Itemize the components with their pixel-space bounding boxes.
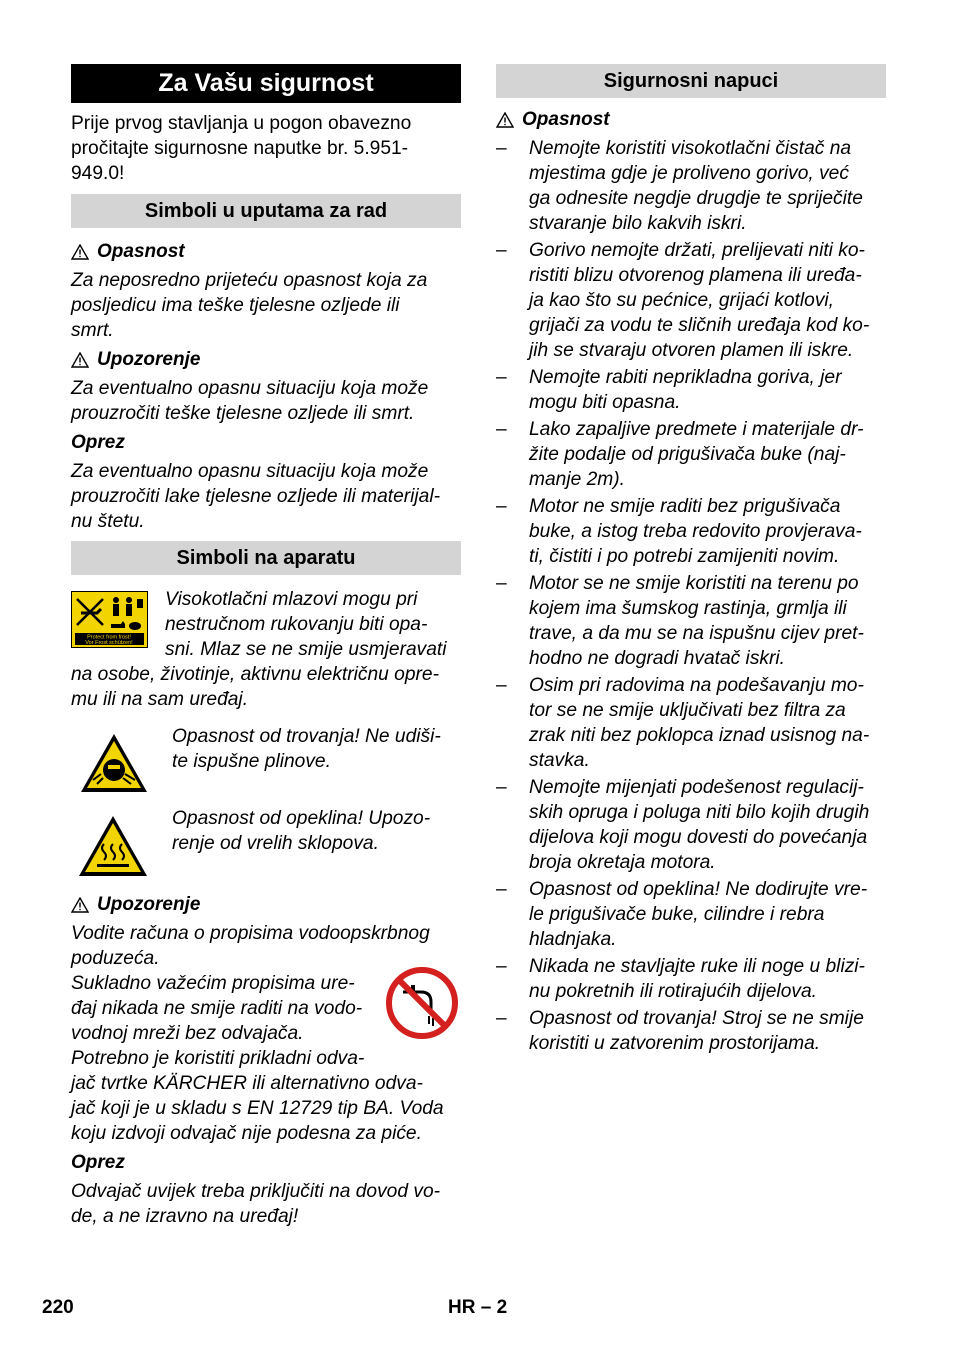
text-line: Nikada ne stavljajte ruke ili noge u blizi-	[529, 956, 865, 977]
text-line: hladnjaka.	[529, 929, 617, 950]
text-line: renje od vrelih sklopova.	[172, 833, 379, 854]
text-line: đaj nikada ne smije raditi na vodo-	[71, 998, 363, 1019]
list-dash: –	[496, 1008, 507, 1029]
warning-description	[71, 376, 461, 426]
caution-description	[71, 459, 461, 534]
list-item	[496, 877, 886, 952]
text-line: kojem ima šumskog rastinja, grmlja ili	[529, 598, 847, 619]
danger-description	[71, 268, 461, 343]
text-line: Odvajač uvijek treba priključiti na dovod vo-	[71, 1181, 441, 1202]
list-dash: –	[496, 675, 507, 696]
text-line: vodnoj mreži bez odvajača.	[71, 1023, 304, 1044]
list-item	[496, 1006, 886, 1056]
text-line: trave, a da mu se na ispušnu cijev pret-	[529, 623, 864, 644]
text-line: prouzročiti lake tjelesne ozljede ili materijal-	[71, 486, 440, 507]
list-item	[496, 417, 886, 492]
text-line: posljedicu ima teške tjelesne ozljede ili	[71, 295, 400, 316]
text-line: tor se ne smije uključivati bez filtra za	[529, 700, 846, 721]
section-heading-device-symbols: Simboli na aparatu	[71, 541, 461, 575]
safety-list	[496, 136, 886, 1056]
text-line: koju izdvoji odvajač nije podesna za piće.	[71, 1123, 422, 1144]
text-line: Nemojte mijenjati podešenost regulacij-	[529, 777, 864, 798]
text-line: ti, čistiti i po potrebi zamijeniti novim.	[529, 546, 840, 567]
text-line: de, a ne izravno na uređaj!	[71, 1206, 299, 1227]
text-line: mogu biti opasna.	[529, 392, 681, 413]
list-item	[496, 673, 886, 773]
section-heading-manual-symbols: Simboli u uputama za rad	[71, 194, 461, 228]
text-line: Nemojte koristiti visokotlačni čistač na	[529, 138, 852, 159]
text-line: žite podalje od prigušivača buke (naj-	[529, 444, 846, 465]
text-line: Nemojte rabiti neprikladna goriva, jer	[529, 367, 842, 388]
page-label: HR – 2	[448, 1297, 508, 1318]
text-line: Motor ne smije raditi bez prigušivača	[529, 496, 841, 517]
warning-label: Upozorenje	[97, 349, 201, 370]
text-line: Za neposredno prijeteću opasnost koja za	[71, 270, 428, 291]
text-line: skih opruga i poluga niti bilo kojih drugih	[529, 802, 870, 823]
water-caution-description	[71, 1179, 461, 1229]
text-line: Osim pri radovima na podešavanju mo-	[529, 675, 864, 696]
burn-warning-block	[71, 806, 461, 886]
section-heading-safety-instructions: Sigurnosni napuci	[496, 64, 886, 98]
intro-line: Prije prvog stavljanja u pogon obavezno	[71, 113, 412, 134]
text-line: grijači za vodu te sličnih uređaja kod ko-	[529, 315, 870, 336]
left-column	[71, 64, 461, 1229]
text-line: smrt.	[71, 320, 114, 341]
warning-heading	[71, 347, 461, 372]
text-line: manje 2m).	[529, 469, 625, 490]
page-title: Za Vašu sigurnost	[71, 64, 461, 103]
toxic-gas-warning-icon	[79, 732, 149, 794]
warning-triangle-icon	[496, 112, 514, 128]
list-dash: –	[496, 879, 507, 900]
text-line: Opasnost od trovanja! Ne udiši-	[172, 726, 441, 747]
text-line: ja kao što su pećnice, grijaći kotlovi,	[529, 290, 835, 311]
list-item	[496, 571, 886, 671]
text-line: ga odnesite negdje drugdje te spriječite	[529, 188, 863, 209]
text-line: Sukladno važećim propisima ure-	[71, 973, 355, 994]
text-line: ristiti blizu otvorenog plamena ili uređa-	[529, 265, 862, 286]
text-line: nu štetu.	[71, 511, 145, 532]
water-caution-heading	[71, 1150, 461, 1175]
page-number: 220	[42, 1297, 74, 1318]
list-item	[496, 136, 886, 236]
water-warning-heading	[71, 892, 461, 917]
danger-label: Opasnost	[97, 241, 185, 262]
text-line: dijelova koji mogu dovesti do povećanja	[529, 827, 868, 848]
caution-heading	[71, 430, 461, 455]
text-line: na osobe, životinje, aktivnu električnu opre-	[71, 664, 439, 685]
high-pressure-jet-warning-icon	[71, 591, 148, 648]
warning-label: Upozorenje	[97, 894, 201, 915]
caution-label: Oprez	[71, 432, 125, 453]
text-line: koristiti u zatvorenim prostorijama.	[529, 1033, 821, 1054]
text-line: Visokotlačni mlazovi mogu pri	[165, 589, 418, 610]
jet-warning-block	[71, 587, 461, 712]
frost-label-line: Protect from frost!	[87, 634, 131, 641]
text-line: te ispušne plinove.	[172, 751, 331, 772]
list-item	[496, 954, 886, 1004]
text-line: jih se stvaraju otvoren plamen ili iskre.	[529, 340, 854, 361]
list-dash: –	[496, 573, 507, 594]
text-line: poduzeća.	[71, 948, 160, 969]
text-line: buke, a istog treba redovito provjerava-	[529, 521, 862, 542]
poison-warning-block	[71, 724, 461, 794]
list-dash: –	[496, 138, 507, 159]
frost-label-line: Vor Frost schützen!	[85, 640, 133, 646]
intro-line: 949.0!	[71, 163, 125, 184]
text-line: jač koji je u skladu s EN 12729 tip BA. Voda	[71, 1098, 444, 1119]
list-dash: –	[496, 777, 507, 798]
text-line: nu pokretnih ili rotirajućih dijelova.	[529, 981, 817, 1002]
text-line: Lako zapaljive predmete i materijale dr-	[529, 419, 864, 440]
warning-triangle-icon	[71, 244, 89, 260]
text-line: Potrebno je koristiti prikladni odva-	[71, 1048, 365, 1069]
list-dash: –	[496, 367, 507, 388]
danger-label: Opasnost	[522, 109, 610, 130]
text-line: zrak niti bez poklopca iznad usisnog na-	[529, 725, 870, 746]
hot-surface-warning-icon	[77, 814, 149, 878]
list-item	[496, 775, 886, 875]
intro-line: pročitajte sigurnosne naputke br. 5.951-	[71, 138, 409, 159]
text-line: le prigušivače buke, cilindre i rebra	[529, 904, 825, 925]
text-line: Opasnost od opeklina! Upozo-	[172, 808, 431, 829]
warning-triangle-icon	[71, 352, 89, 368]
water-warning-text	[71, 921, 461, 1146]
intro-paragraph	[71, 111, 461, 186]
text-line: stvaranje bilo kakvih iskri.	[529, 213, 747, 234]
list-dash: –	[496, 956, 507, 977]
danger-heading	[496, 107, 886, 132]
text-line: Za eventualno opasnu situaciju koja može	[71, 461, 429, 482]
text-line: mu ili na sam uređaj.	[71, 689, 249, 710]
text-line: Gorivo nemojte držati, prelijevati niti ko-	[529, 240, 865, 261]
text-line: mjestima gdje je proliveno gorivo, već	[529, 163, 849, 184]
text-line: hodno ne dogradi hvatač iskri.	[529, 648, 785, 669]
no-direct-water-connection-icon	[385, 966, 459, 1040]
danger-heading	[71, 239, 461, 264]
caution-label: Oprez	[71, 1152, 125, 1173]
list-item	[496, 238, 886, 363]
text-line: nestručnom rukovanju biti opa-	[165, 614, 428, 635]
text-line: broja okretaja motora.	[529, 852, 716, 873]
text-line: Vodite računa o propisima vodoopskrbnog	[71, 923, 430, 944]
list-item	[496, 365, 886, 415]
text-line: Za eventualno opasnu situaciju koja može	[71, 378, 429, 399]
text-line: stavka.	[529, 750, 590, 771]
text-line: jač tvrtke KÄRCHER ili alternativno odva-	[71, 1073, 423, 1094]
warning-triangle-icon	[71, 897, 89, 913]
text-line: Opasnost od opeklina! Ne dodirujte vre-	[529, 879, 868, 900]
list-dash: –	[496, 240, 507, 261]
text-line: prouzročiti teške tjelesne ozljede ili smrt.	[71, 403, 415, 424]
list-dash: –	[496, 496, 507, 517]
text-line: Motor se ne smije koristiti na terenu po	[529, 573, 859, 594]
text-line: sni. Mlaz se ne smije usmjeravati	[165, 639, 447, 660]
list-dash: –	[496, 419, 507, 440]
text-line: Opasnost od trovanja! Stroj se ne smije	[529, 1008, 864, 1029]
list-item	[496, 494, 886, 569]
right-column	[496, 64, 886, 1058]
